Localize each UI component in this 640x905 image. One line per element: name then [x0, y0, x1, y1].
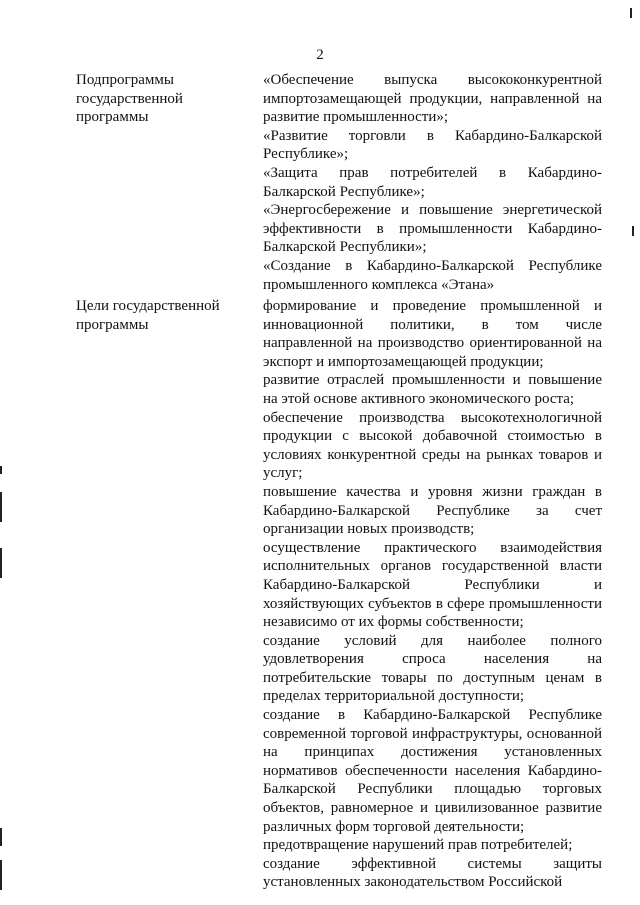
section-content: [263, 297, 602, 892]
section-label: Подпрограммы государственной программы: [76, 72, 183, 126]
list-item: «Создание в Кабардино-Балкарской Республике промышленного комплекса «Этана»: [263, 257, 602, 293]
section-label: Цели государственной программы: [76, 298, 220, 333]
list-item: формирование и проведение промышленной и инновационной политики, в том числе направленной на производство ориентированной на экспорт и импортозамещающей продукции;: [263, 298, 602, 370]
section-content: [263, 71, 602, 294]
list-item: повышение качества и уровня жизни граждан в Кабардино-Балкарской Республике за счет организации новых производств;: [263, 483, 602, 538]
list-item: осуществление практического взаимодействия исполнительных органов государственной власти Кабардино-Балкарской Республики и хозяйствующих субъектов в сфере промышленности независимо от их формы собственности;: [263, 539, 602, 631]
scan-mark: [0, 466, 2, 474]
scan-mark: [0, 492, 2, 522]
scan-mark: [630, 8, 632, 18]
scan-mark: [0, 548, 2, 578]
scan-mark: [0, 828, 2, 846]
list-item: «Развитие торговли в Кабардино-Балкарской Республике»;: [263, 127, 602, 163]
list-item: «Обеспечение выпуска высококонкурентной импортозамещающей продукции, направленной на развитие промышленности»;: [263, 72, 602, 126]
list-item: предотвращение нарушений прав потребителей;: [263, 837, 573, 854]
list-item: создание условий для наиболее полного удовлетворения спроса населения на потребительские товары по доступным ценам в пределах территориальной доступности;: [263, 632, 602, 705]
scan-mark: [0, 860, 2, 890]
list-item: развитие отраслей промышленности и повышение на этой основе активного экономического роста;: [263, 372, 602, 407]
list-item: «Энергосбережение и повышение энергетической эффективности в промышленности Кабардино-Балкарской Республики»;: [263, 202, 602, 256]
list-item: «Защита прав потребителей в Кабардино-Балкарской Республике»;: [263, 164, 602, 200]
list-item: создание эффективной системы защиты установленных законодательством Российской: [263, 855, 602, 891]
page-number: 2: [316, 47, 324, 63]
list-item: создание в Кабардино-Балкарской Республике современной торговой инфраструктуры, основанной на принципах достижения установленных нормативов обеспеченности населения Кабардино-Балкарской Республики площадью торговых объектов, равномерное и цивилизованное развитие различных форм торговой деятельности;: [263, 707, 602, 835]
scan-mark: [632, 226, 634, 236]
list-item: обеспечение производства высокотехнологичной продукции с высокой добавочной стоимостью в условиях конкурентной среды на рынках товаров и услуг;: [263, 409, 602, 482]
